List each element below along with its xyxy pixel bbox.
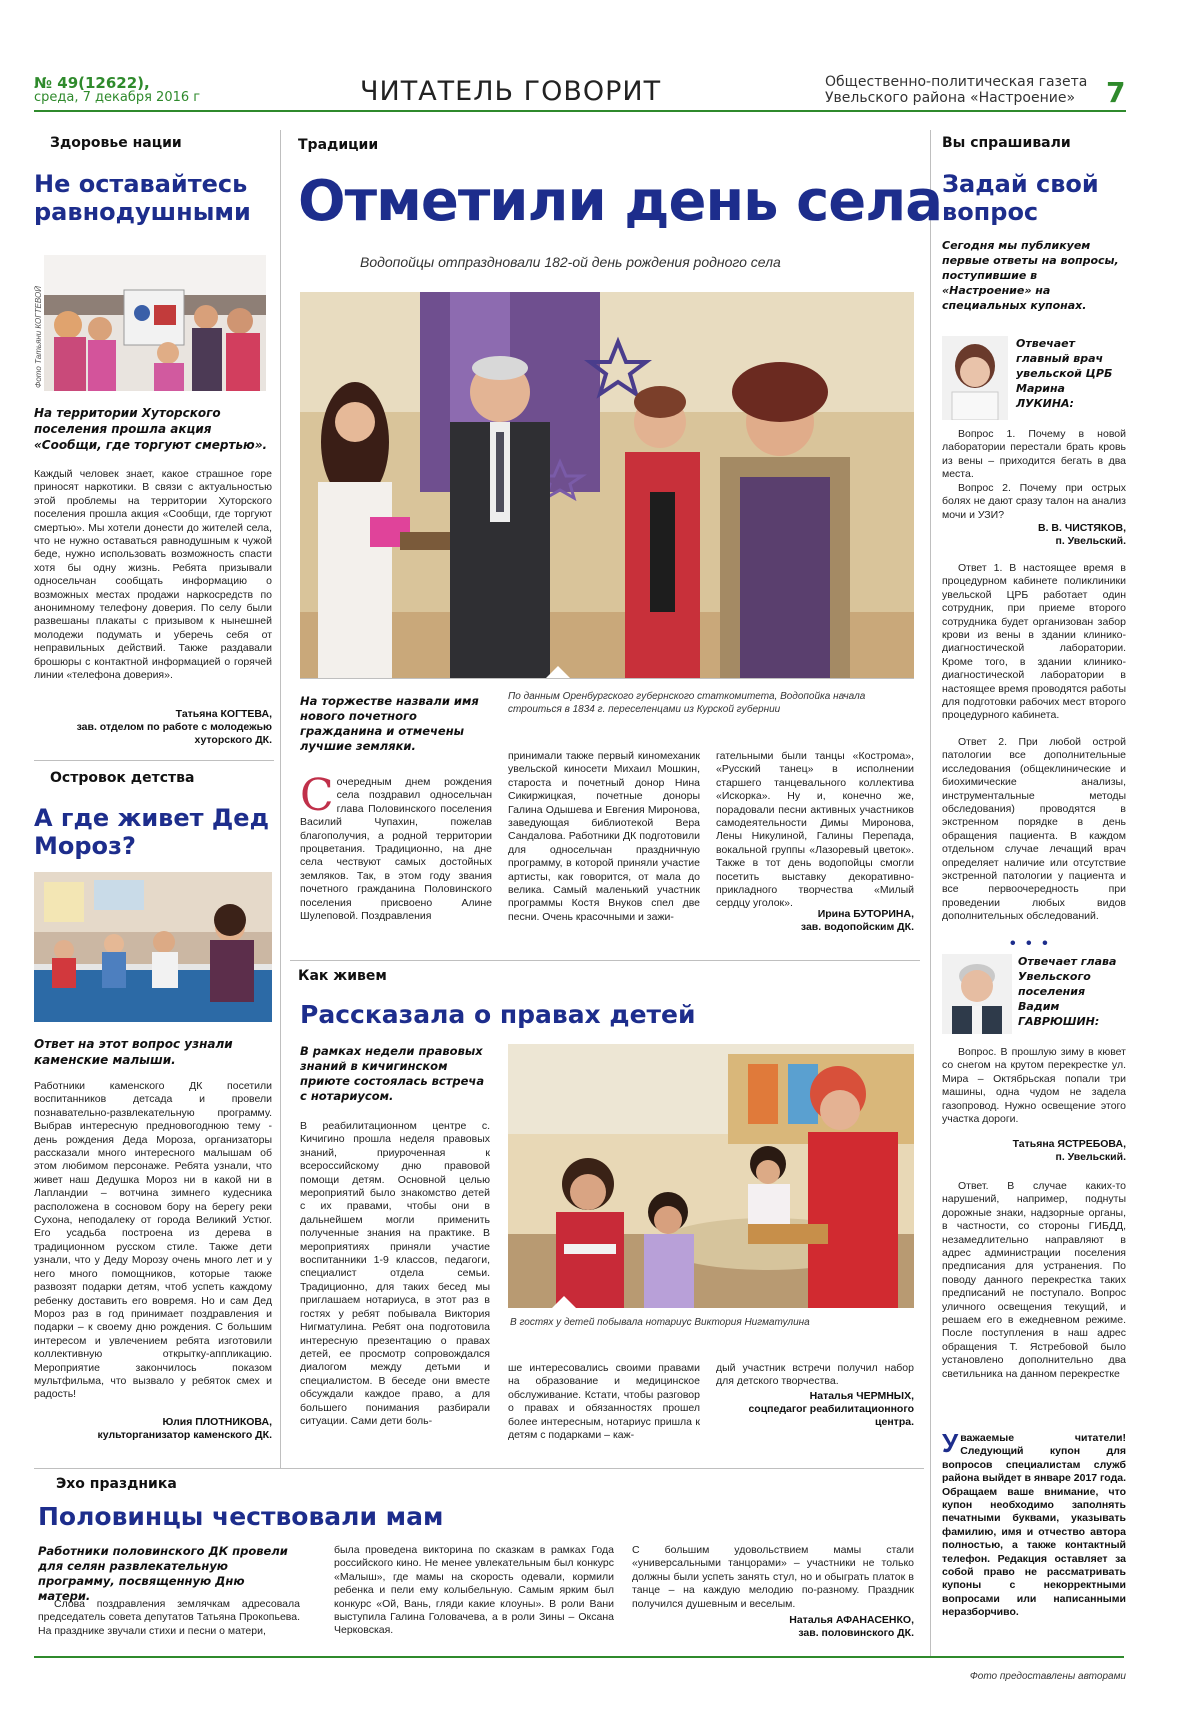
divider-left-1 bbox=[34, 760, 274, 761]
author-kogteva bbox=[34, 708, 272, 747]
author-role: зав. половинского ДК. bbox=[798, 1627, 914, 1639]
author-chermnykh bbox=[716, 1390, 914, 1429]
gazette-line-2: Увельского района «Настроение» bbox=[825, 90, 1076, 106]
divider-mid-1 bbox=[290, 960, 920, 961]
lead-santa: Ответ на этот вопрос узнали каменские малыши. bbox=[34, 1037, 233, 1067]
author-role: зав. водопойским ДК. bbox=[800, 921, 914, 933]
page-rubric: ЧИТАТЕЛЬ ГОВОРИТ bbox=[360, 76, 662, 107]
author-role: соцпедагог реабилитационного центра. bbox=[748, 1403, 914, 1428]
photo-rule bbox=[300, 678, 914, 679]
headline-village-day: Отметили день села bbox=[298, 169, 943, 234]
separator-dots: • • • bbox=[1010, 935, 1051, 952]
respondent-lukina: Отвечает главный врач увельской ЦРБ Марина ЛУКИНА: bbox=[1016, 337, 1113, 410]
col2-mothers: была проведена викторина по сказкам в рамках Года российского кино. Не менее увлекательным был конкурс «Малыш», где мамы на скорость одевали, кормили ребенка и пели ему колыбельную. Самым ярким был конкурс «Ой, Вань, гляди какие клоуны». В роли Вани выступила Галина Головачева, а в роли Зины – Оксана Черковская. bbox=[334, 1544, 614, 1637]
author-role: зав. отделом по работе с молодежью хуторского ДК. bbox=[76, 721, 272, 746]
section-health: Здоровье нации bbox=[50, 135, 182, 151]
gazette-name bbox=[825, 74, 1095, 106]
author-role: культорганизатор каменского ДК. bbox=[97, 1429, 272, 1441]
answer-3: Ответ. В случае каких-то нарушений, например, поднуты дорожные знаки, надзорные органы, в частности, со стороны ГИБДД, незамедлительно направляют в адрес администрации поселения предписания для устранения. По поводу данного перекрестка таких предписаний не поступало. Вопрос уличного освещения текущий, и решаем его в ежедневном режиме. После поступления в наш адрес обращения Т. Ястребовой было установлено дополнительно два светильника на данном перекрестке bbox=[942, 1180, 1126, 1380]
notice-readers bbox=[942, 1428, 1126, 1620]
question-2: Вопрос 2. Почему при острых болях не дают сразу талон на анализ мочи и УЗИ? bbox=[942, 482, 1126, 521]
notice-text: важаемые читатели! Следующий купон для вопросов специалистам служб района выйдет в январе 2017 года. Обращаем ваше внимание, что купон необходимо заполнять печатными буквами, указывать фамилию, имя и отчество автора полностью, а также контактный телефон. Редакция оставляет за собой право не рассматривать купоны с некорректными вопросами или написанными неразборчиво. bbox=[942, 1432, 1126, 1619]
intro-ask-question: Сегодня мы публикуем первые ответы на вопросы, поступившие в «Настроение» на специальных купонах. bbox=[942, 239, 1119, 312]
caption-notary-photo: В гостях у детей побывала нотариус Виктория Нигматулина bbox=[510, 1317, 810, 1328]
photo-kindergarten bbox=[34, 872, 272, 1022]
footer-rule bbox=[34, 1656, 1124, 1658]
headline-indifferent: Не оставайтесь равнодушными bbox=[34, 170, 251, 226]
col3-mothers: С большим удовольствием мамы стали «универсальными танцорами» – участники не только должны были успеть занять стул, но и обыграть платок в танце – на каждую мелодию по-разному. Праздник получился душевным и веселым. bbox=[632, 1544, 914, 1610]
caption-village-photo: По данным Оренбургского губернского статкомитета, Водопойка начала строиться в 1834 г. переселенцами из Курской губернии bbox=[508, 691, 866, 715]
asker-place: п. Увельский. bbox=[1055, 535, 1126, 547]
body-health: Каждый человек знает, какое страшное горе приносят наркотики. В связи с актуальностью этой проблемы на территории Хуторского поселения прошла акция «Сообщи, где торгуют смертью». Мы хотели донести до жителей села, что не нужно оставаться равнодушным к чужой беде, нужно использовать возможность спасти хотя бы одну жизнь. Ребята призывали односельчан сообщать информацию о возможных местах продажи наркосредств по анонимному телефону доверия. По селу были развешаны плакаты с призывом к нынешней молодежи подумать и уберечь себя от неправильных действий. Также раздавали брошюры с контактной информацией о горячей линии «телефона доверия». bbox=[34, 468, 272, 682]
divider-bottom bbox=[34, 1468, 924, 1469]
section-holiday-echo: Эхо праздника bbox=[56, 1476, 177, 1492]
author-name: Татьяна КОГТЕВА, bbox=[175, 708, 272, 720]
asker-name: Татьяна ЯСТРЕБОВА, bbox=[1012, 1138, 1126, 1150]
photo-notary-children bbox=[508, 1044, 914, 1308]
col1-text: очередным днем рождения села поздравил односельчан глава Половинского поселения Василий Чупахин, пожелав благополучия, а родной территории процветания. Традиционно, на дне села чествуют самых достойных земляков. Так, в этом году звания почетного гражданина Половинского поселения присвоено Алине Шулеповой. Поздравления bbox=[300, 776, 492, 923]
col2-village-day: принимали также первый киномеханик увельской киносети Михаил Мошкин, староста и почетный донор Нина Сикиржицкая, почетные доноры Галина Одышева и Евгения Миронова, заведующая библиотекой Вера Сандалова. Работники ДК подготовили для односельчан праздничную программу, в которой приняли участие артисты, как говорится, от мала до велика. Самый маленький участник программы Костя Внуков спел две песни. Очень красочными и зажи- bbox=[508, 750, 700, 923]
author-plotnikova bbox=[34, 1416, 272, 1442]
dropcap-u: У bbox=[942, 1428, 959, 1458]
page-number: 7 bbox=[1106, 76, 1126, 109]
header-rule bbox=[34, 110, 1126, 112]
body-santa: Работники каменского ДК посетили воспитанников детсада и провели познавательно-развлекательную программу. Выбрав интересную предновогоднюю тему - день рождения Деда Мороза, организаторы рассказали много интересного малышам об этом любимом персонаже. Ребята узнали, что живет наш Дедушка Мороз ни в какой ни в Лапландии – вотчина зимнего кудесника расположена в сосновом бору на берегу реки Сухона, неподалеку от города Великий Устюг. Его усадьба построена из дерева в традиционном русском стиле. Также дети узнали, что у Деду Морозу очень много лет и у него много помощников, которые также развозят подарки детям, чтоб успеть каждому ребенку доставить его вовремя. Но и сам Дед Мороз раз в год принимает поздравления и подарки – к своему дню рождения. С большим интересом и увлечением ребята изготовили коллективную открытку-аппликацию. Мероприятие закончилось показом мультфильма, что вызвало у ребяток смех и радость! bbox=[34, 1080, 272, 1401]
author-name: Наталья ЧЕРМНЫХ, bbox=[809, 1390, 914, 1402]
section-childhood: Островок детства bbox=[50, 770, 195, 786]
section-how-we-live: Как живем bbox=[298, 968, 387, 984]
headline-mothers: Половинцы чествовали мам bbox=[38, 1502, 444, 1531]
col3-village-day: гательными были танцы «Кострома», «Русский танец» в исполнении старшего танцевального коллектива «Искорка». Ну и, конечно же, порадовали песни активных участников самодеятельности Димы Миронова, Лены Никулиной, Галины Перепада, вокальной группы «Лазоревый цветок». Также в тот день водопойцы смогли посетить выставку декоративно-прикладного творчества «Милый сердцу уголок». bbox=[716, 750, 914, 910]
asker-place: п. Увельский. bbox=[1055, 1151, 1126, 1163]
issue-number: № 49(12622), bbox=[34, 74, 150, 92]
photo-village-celebration bbox=[300, 292, 914, 678]
issue-date: среда, 7 декабря 2016 г bbox=[34, 90, 201, 105]
author-name: Юлия ПЛОТНИКОВА, bbox=[162, 1416, 272, 1428]
author-afanasenko bbox=[632, 1614, 914, 1640]
question-1: Вопрос 1. Почему в новой лаборатории перестали брать кровь из вены – приходится бегать в два места. bbox=[942, 428, 1126, 481]
subhead-village-day: Водопойцы отпраздновали 182-ой день рождения родного села bbox=[360, 254, 781, 270]
footer-photo-credit: Фото предоставлены авторами bbox=[969, 1671, 1126, 1682]
column-divider-left bbox=[280, 130, 281, 1468]
column-divider-right bbox=[930, 130, 931, 1658]
col1-village-day bbox=[300, 770, 492, 923]
author-butorina bbox=[716, 908, 914, 934]
question-3: Вопрос. В прошлую зиму в кювет со снегом на крутом перекрестке ул. Мира – Октябрьская попали три машины, одна чудом не задела газопровод. Нужно освещение этого участка дороги. bbox=[942, 1046, 1126, 1126]
answer-1: Ответ 1. В настоящее время в процедурном кабинете поликлиники увельской ЦРБ работает один сотрудник, при приеме второго сотрудника будет организован забор крови из вены в здании клинико-диагностической лаборатории. Кроме того, в здании клинико-диагностической лаборатории в настоящее время проводятся работы для подготовки рабочих мест второго процедурного кабинета. bbox=[942, 562, 1126, 722]
lead-village-day: На торжестве назвали имя нового почетного гражданина и отмечены лучшие земляки. bbox=[300, 694, 479, 753]
respondent-gavryushin: Отвечает глава Увельского поселения Вадим ГАВРЮШИН: bbox=[1018, 955, 1117, 1028]
headline-santa: А где живет Дед Мороз? bbox=[34, 804, 269, 860]
lead-health: На территории Хуторского поселения прошла акция «Сообщи, где торгуют смертью». bbox=[34, 406, 268, 452]
photo-marker-arrow-2 bbox=[552, 1296, 576, 1308]
lead-child-rights: В рамках недели правовых знаний в кичигинском приюте состоялась встреча с нотариусом. bbox=[300, 1044, 485, 1103]
photo-gavryushin bbox=[942, 954, 1012, 1034]
col3-child-rights: дый участник встречи получил набор для детского творчества. bbox=[716, 1362, 914, 1388]
asker-name: В. В. ЧИСТЯКОВ, bbox=[1038, 522, 1126, 534]
photo-lukina bbox=[942, 336, 1008, 420]
asker-yastrebova bbox=[942, 1138, 1126, 1164]
photo-credit-kogteva: Фото Татьяни КОГТЕВОЙ bbox=[34, 286, 43, 388]
section-you-asked: Вы спрашивали bbox=[942, 135, 1071, 151]
headline-ask-question: Задай свой вопрос bbox=[942, 170, 1099, 226]
col1-mothers: Слова поздравления землячкам адресовала председатель совета депутатов Татьяна Прокопьева. На празднике звучали стихи и песни о матери, bbox=[38, 1598, 300, 1637]
gazette-line-1: Общественно-политическая газета bbox=[825, 74, 1088, 90]
lead-mothers: Работники половинского ДК провели для селян развлекательную программу, посвященную Дню матери. bbox=[38, 1544, 288, 1603]
author-name: Ирина БУТОРИНА, bbox=[817, 908, 914, 920]
answer-2: Ответ 2. При любой острой патологии все дополнительные исследования (общеклинические и биохимические анализы, инструментальные методы обследования) проводятся в экстренном порядке в день обращения пациента. В каждом отдельном случае лечащий врач определяет наличие или отсутствие экстренной патологии у пациента и все первоочередность при проведении любых видов дополнительных обследований. bbox=[942, 736, 1126, 923]
photo-children-posters bbox=[44, 255, 266, 391]
author-name: Наталья АФАНАСЕНКО, bbox=[789, 1614, 914, 1626]
headline-child-rights: Рассказала о правах детей bbox=[300, 1000, 696, 1029]
dropcap-c: С bbox=[300, 770, 334, 821]
section-traditions: Традиции bbox=[298, 137, 379, 153]
asker-chistyakov bbox=[942, 522, 1126, 548]
photo-marker-arrow bbox=[546, 666, 570, 678]
col1-child-rights: В реабилитационном центре с. Кичигино прошла неделя правовых знаний, приуроченная к всероссийскому дню правовой помощи детям. Основной целью мероприятий было знакомство детей с их правами, чтобы они в дальнейшем могли применить полученные знания на практике. В мероприятиях приняли участие воспитанники 1-9 классов, педагоги, специалист отдела семьи. Традиционно, для таких бесед мы приглашаем нотариуса, в этот раз в гостях у ребят побывала Виктория Нигматулина. Ребят она подготовила интересную презентацию о правах детей, ее просмотр сопровождался диалогом между детьми и специалистом. В беседе они вместе обсуждали каждое право, а для большего понимания разбирали ситуации. Сами дети боль- bbox=[300, 1120, 490, 1427]
col2-child-rights: ше интересовались своими правами на образование и медицинское обслуживание. Кстати, чтобы разговор о правах и обязанностях прошел более интересным, нотариус пришла к детям с подарками – каж- bbox=[508, 1362, 700, 1442]
